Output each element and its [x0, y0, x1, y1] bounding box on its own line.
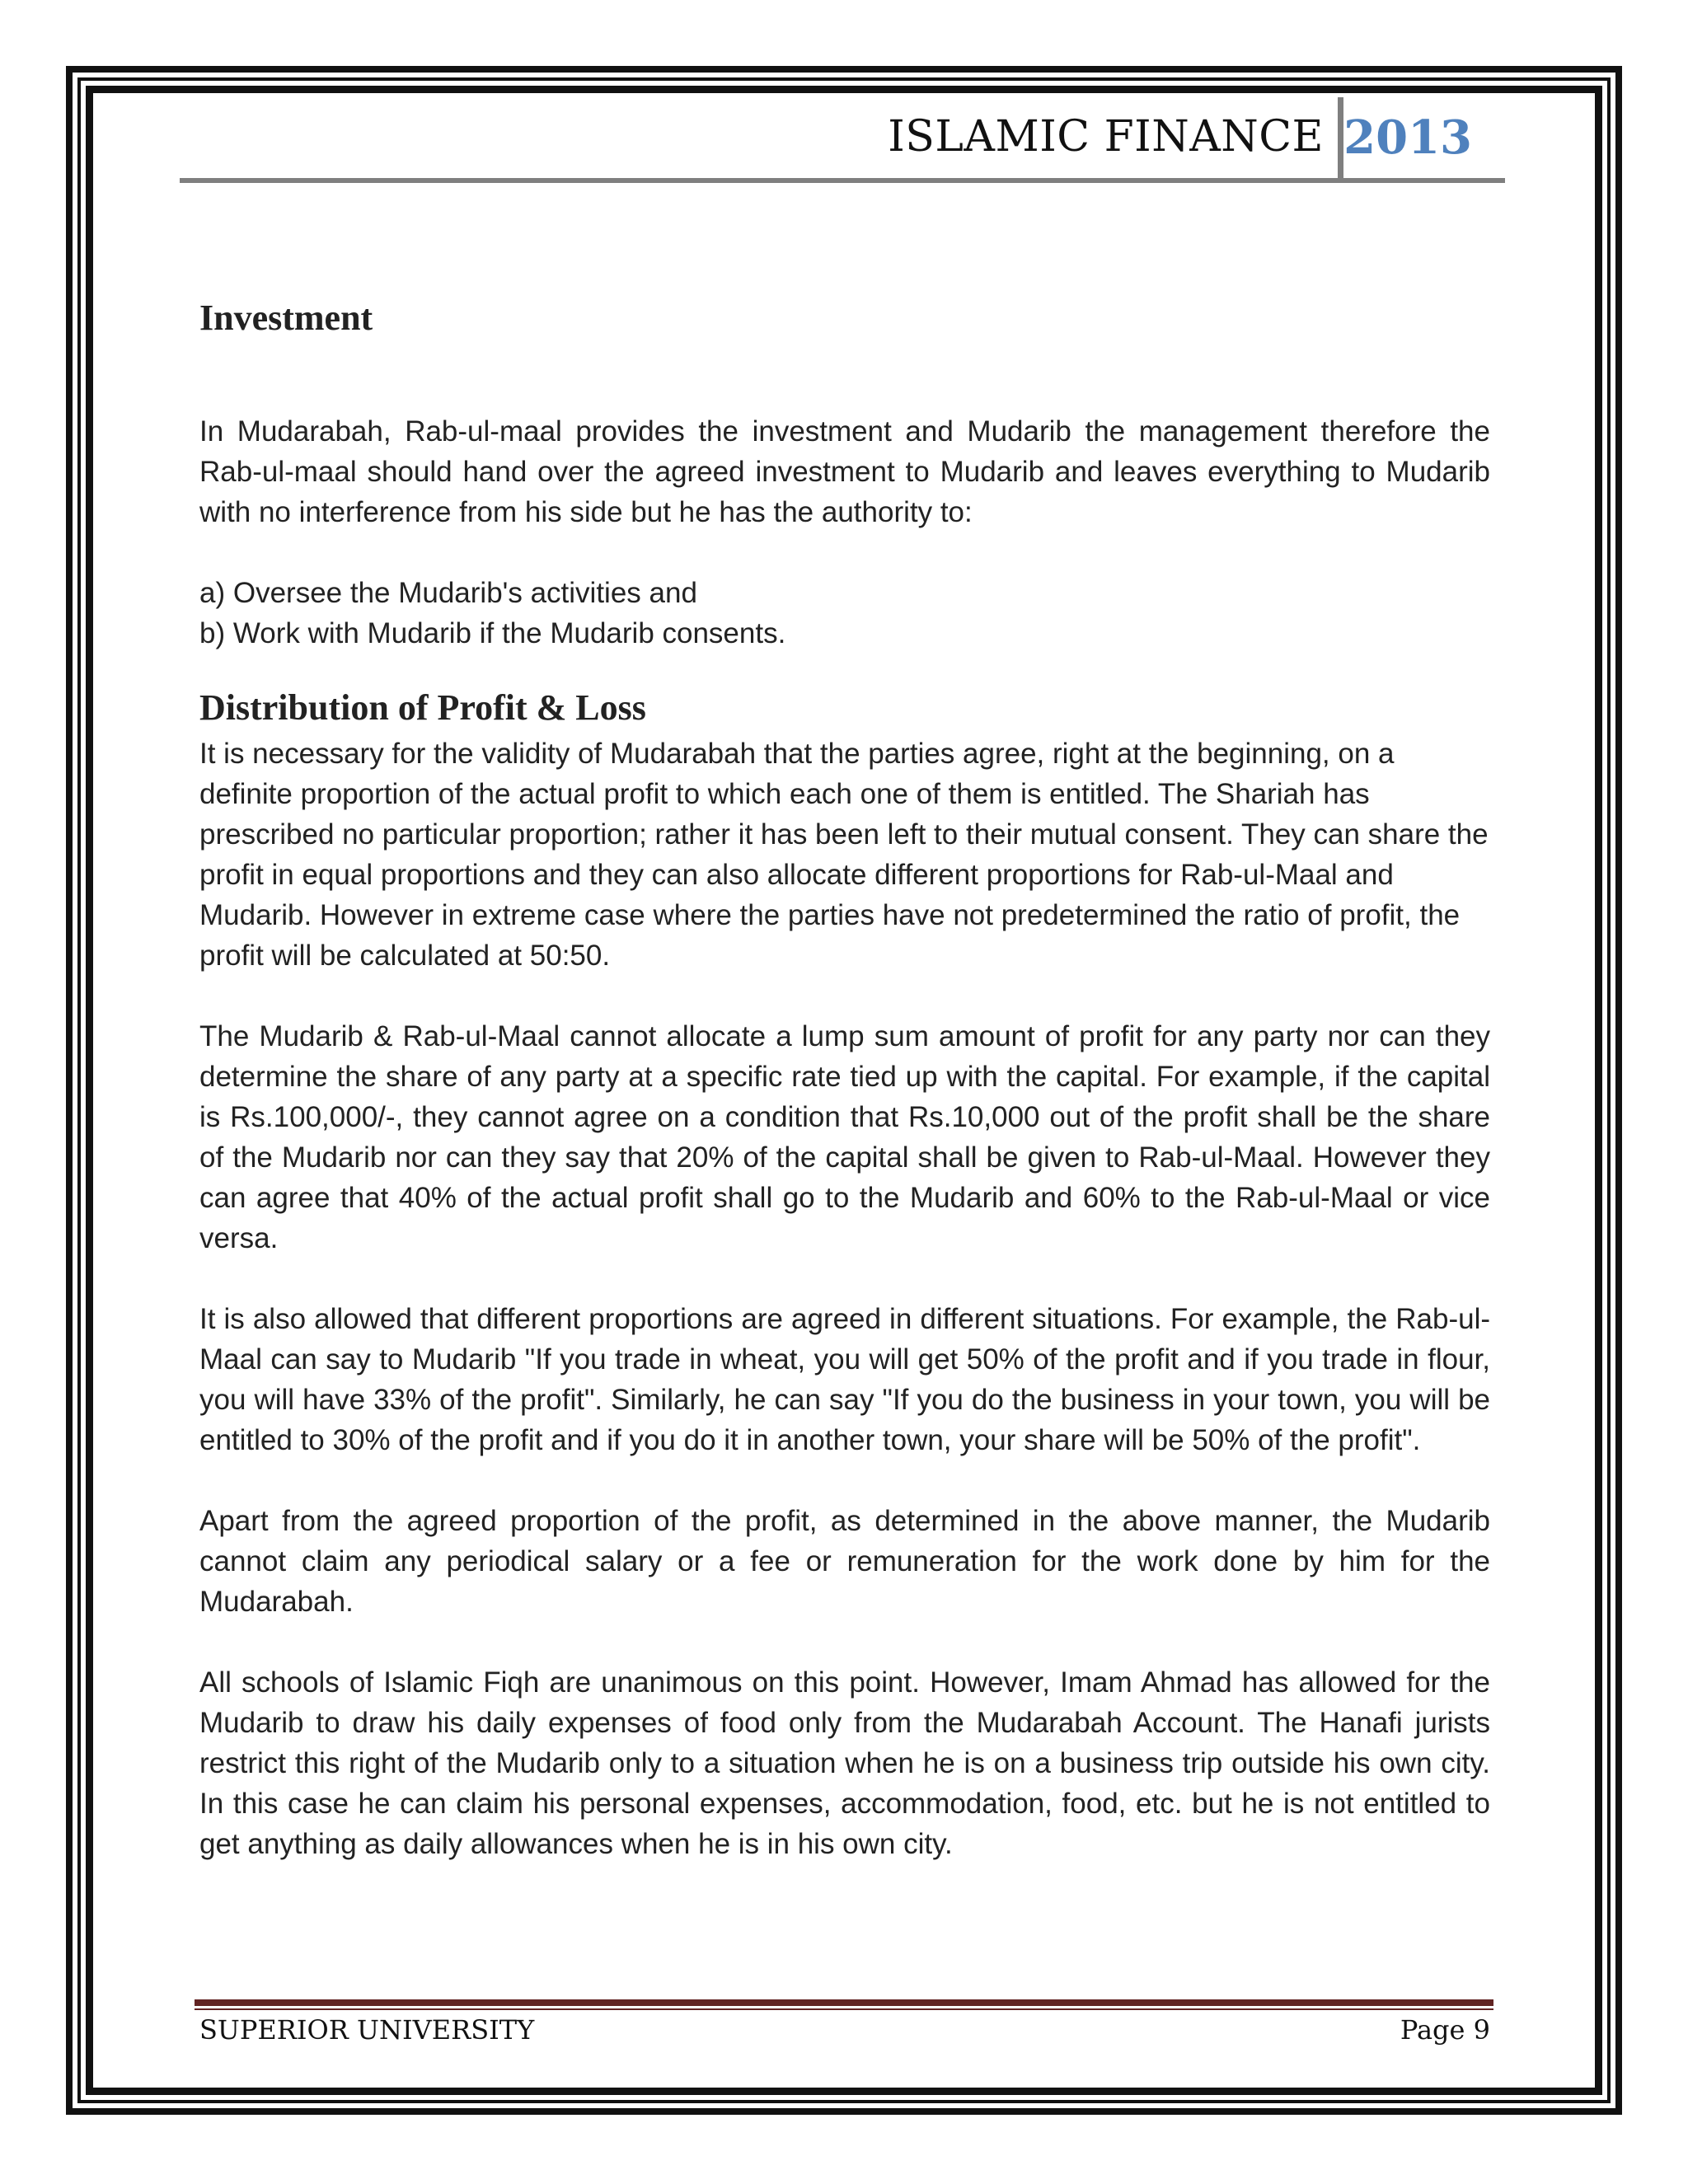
page-content	[199, 297, 1490, 1905]
distribution-paragraph-3: It is also allowed that different proportions are agreed in different situations. For example, the Rab-ul-Maal can say to Mudarib "If you trade in wheat, you will get 50% of the profit and if you trade in flour, you will have 33% of the profit". Similarly, he can say "If you do the business in your town, you will be entitled to 30% of the profit and if you do it in another town, your share will be 50% of the profit".	[199, 1302, 1490, 1456]
footer-institution: SUPERIOR UNIVERSITY	[199, 2014, 535, 2046]
distribution-paragraph-5: All schools of Islamic Fiqh are unanimous on this point. However, Imam Ahmad has allowed for the Mudarib to draw his daily expenses of food only from the Mudarabah Account. The Hanafi jurists restrict this right of the Mudarib only to a situation when he is on a business trip outside his own city. In this case he can claim his personal expenses, accommodation, food, etc. but he is not entitled to get anything as daily allowances when he is in his own city.	[199, 1666, 1490, 1860]
header-title: ISLAMIC FINANCE	[888, 112, 1324, 162]
distribution-paragraph-1: It is necessary for the validity of Mudarabah that the parties agree, right at the beginning, on a definite proportion of the actual profit to which each one of them is entitled. The Shariah has prescribed no particular proportion; rather it has been left to their mutual consent. They can share the profit in equal proportions and they can also allocate different proportions for Rab-ul-Maal and Mudarib. However in extreme case where the parties have not predetermined the ratio of profit, the profit will be calculated at 50:50.	[199, 737, 1489, 972]
header-year: 2013	[1343, 110, 1472, 165]
header-divider	[1338, 97, 1343, 178]
page-number: Page 9	[1400, 2014, 1490, 2046]
list-item: b) Work with Mudarib if the Mudarib consents.	[199, 616, 786, 649]
investment-paragraph: In Mudarabah, Rab-ul-maal provides the investment and Mudarib the management therefore the Rab-ul-maal should hand over the agreed investment to Mudarib and leaves everything to Mudarib with no interference from his side but he has the authority to:	[199, 415, 1490, 528]
footer-rule-thin	[195, 2008, 1493, 2010]
heading-investment: Investment	[199, 298, 373, 338]
footer-rule	[195, 1999, 1493, 2006]
heading-distribution: Distribution of Profit & Loss	[199, 687, 646, 728]
page-header	[180, 97, 1505, 183]
list-item: a) Oversee the Mudarib's activities and	[199, 576, 697, 609]
header-rule	[180, 178, 1505, 183]
distribution-paragraph-2: The Mudarib & Rab-ul-Maal cannot allocate a lump sum amount of profit for any party nor can they determine the share of any party at a specific rate tied up with the capital. For example, if the capital is Rs.100,000/-, they cannot agree on a condition that Rs.10,000 out of the profit shall be the share of the Mudarib nor can they say that 20% of the capital shall be given to Rab-ul-Maal. However they can agree that 40% of the actual profit shall go to the Mudarib and 60% to the Rab-ul-Maal or vice versa.	[199, 1019, 1490, 1254]
distribution-paragraph-4: Apart from the agreed proportion of the profit, as determined in the above manner, the Mudarib cannot claim any periodical salary or a fee or remuneration for the work done by him for the Mudarabah.	[199, 1504, 1490, 1618]
